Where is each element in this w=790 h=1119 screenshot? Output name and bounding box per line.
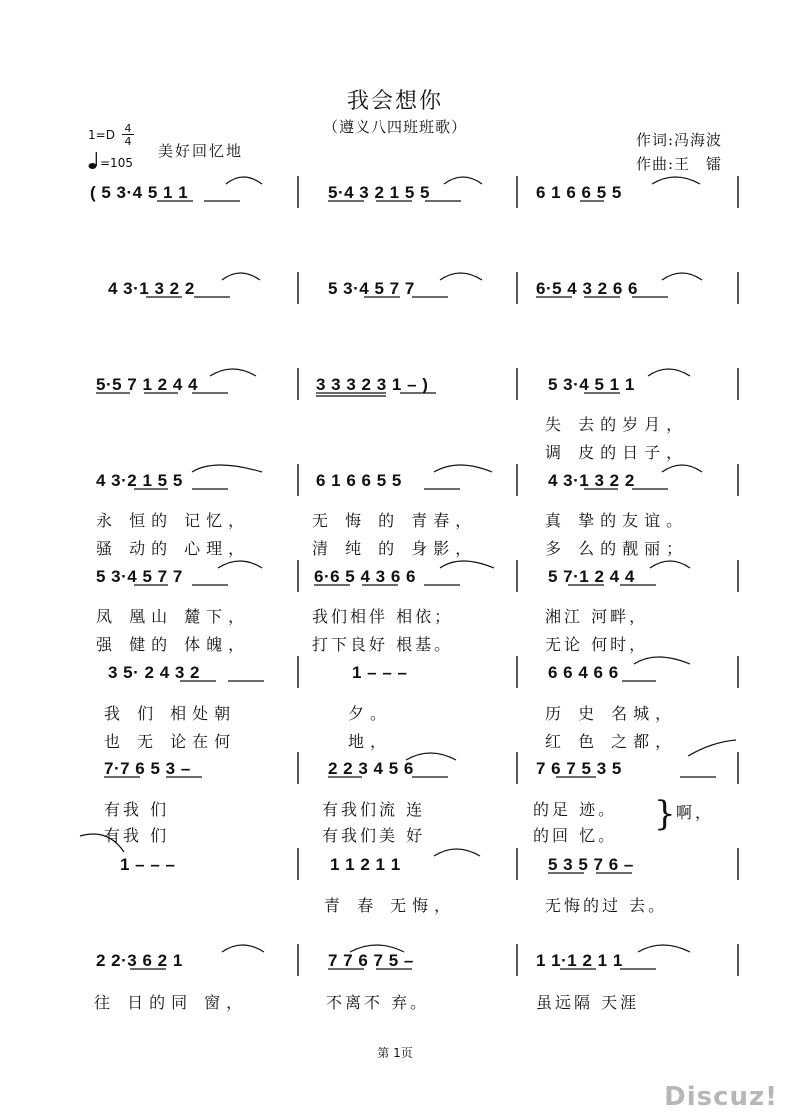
row-7-measure-1: 7·7 6 5 3 – [104, 759, 191, 778]
row-9-lyric-b: 不离不 弃。 [326, 993, 430, 1012]
brace-icon: } [654, 794, 676, 834]
row-8-lyric-b: 青 春 无悔， [324, 896, 457, 915]
row-1-measure-1: ( 5 3·4 5 1 1 [90, 183, 189, 202]
row-5-lyric-1b: 我们相伴 相依； [312, 607, 454, 626]
interjection-text: 啊， [676, 803, 715, 822]
row-7-lyric-2c: 的回 忆。 [533, 826, 618, 845]
ties [80, 177, 736, 952]
row-6-measure-1: 3 5· 2 4 3 2 [108, 663, 201, 682]
row-4-measure-2: 6 1 6 6 5 5 [316, 471, 402, 490]
row-6-lyric-2c: 红 色 之都， [545, 732, 678, 751]
expression-text: 美好回忆地 [158, 142, 244, 160]
key-signature: 1=D [88, 128, 115, 142]
row-6-measure-3: 6 6 4 6 6 [548, 663, 619, 682]
song-title: 我会想你 [346, 89, 443, 114]
song-subtitle: （遵义八四班班歌） [322, 118, 467, 136]
row-3-lyric-1: 失 去的岁月， [545, 415, 689, 434]
row-8-measure-1: 1 – – – [120, 855, 176, 874]
row-7-lyric-1b: 有我们流 连 [322, 800, 426, 819]
row-4-measure-1: 4 3·2 1 5 5 [96, 471, 183, 490]
row-6-lyric-1a: 我 们 相处朝 [104, 704, 237, 723]
row-2-measure-1: 4 3·1 3 2 2 [108, 279, 195, 298]
row-8-measure-2: 1 1 2 1 1 [330, 855, 401, 874]
row-4-measure-3: 4 3·1 3 2 2 [548, 471, 635, 490]
row-2-measure-3: 6·5 4 3 2 6 6 [536, 279, 638, 298]
row-6-lyric-1b: 夕。 [348, 704, 393, 723]
row-5-lyric-2a: 强 健的 体魄， [96, 635, 251, 654]
row-1-measure-2: 5·4 3 2 1 5 5 [328, 183, 430, 202]
page-number: 第 1页 [377, 1046, 413, 1060]
row-5-measure-2: 6·6 5 4 3 6 6 [314, 567, 416, 586]
row-5-lyric-1c: 湘江 河畔， [545, 607, 649, 626]
row-9-lyric-a: 往 日的同 窗， [94, 993, 249, 1012]
bar-lines [298, 176, 738, 976]
row-1-measure-3: 6 1 6 6 5 5 [536, 183, 622, 202]
row-5-lyric-2b: 打下良好 根基。 [312, 635, 454, 654]
row-4-lyric-2b: 清 纯 的 身影， [312, 539, 478, 558]
row-5-measure-1: 5 3·4 5 7 7 [96, 567, 183, 586]
row-6-lyric-2a: 也 无 论在何 [104, 732, 237, 751]
meter-bottom: 4 [124, 135, 132, 148]
row-4-lyric-1c: 真 挚的友谊。 [545, 511, 689, 530]
row-3-lyric-2: 调 皮的日子， [545, 443, 689, 462]
row-4-lyric-2c: 多 么的靓丽； [545, 539, 689, 558]
row-4-lyric-2a: 骚 动的 心理， [96, 539, 251, 558]
row-9-lyric-c: 虽远隔 天涯 [536, 993, 640, 1012]
row-7-lyric-2a: 有我 们 [104, 826, 170, 845]
row-3-measure-3: 5 3·4 5 1 1 [548, 375, 635, 394]
row-3-measure-1: 5·5 7 1 2 4 4 [96, 375, 198, 394]
row-7-lyric-2b: 有我们美 好 [322, 826, 426, 845]
row-7-measure-3: 7 6 7 5 3 5 [536, 759, 622, 778]
row-6-lyric-2b: 地， [348, 732, 393, 751]
row-9-measure-2: 7 7 6 7 5 – [328, 951, 414, 970]
row-7-lyric-1a: 有我 们 [104, 800, 170, 819]
lyricist-credit: 作词:冯海波 [636, 131, 723, 149]
row-9-measure-1: 2 2·3 6 2 1 [96, 951, 183, 970]
row-4-lyric-1a: 永 恒的 记忆， [96, 511, 251, 530]
row-7-measure-2: 2 2 3 4 5 6 [328, 759, 414, 778]
row-9-measure-3: 1 1·1 2 1 1 [536, 951, 623, 970]
row-3-measure-2: 3 3 3 2 3 1 – ) [316, 375, 429, 394]
composer-credit: 作曲:王 镭 [636, 155, 723, 173]
meter-top: 4 [122, 123, 134, 135]
row-8-lyric-c: 无悔的过 去。 [545, 896, 668, 915]
beams [96, 201, 716, 969]
tempo-marking: =105 [100, 156, 133, 170]
row-2-measure-2: 5 3·4 5 7 7 [328, 279, 415, 298]
row-8-measure-3: 5 3 5 7 6 – [548, 855, 634, 874]
row-5-lyric-1a: 凤 凰山 麓下， [96, 607, 251, 626]
row-4-lyric-1b: 无 悔 的 青春， [312, 511, 478, 530]
row-5-lyric-2c: 无论 何时， [545, 635, 649, 654]
row-5-measure-3: 5 7·1 2 4 4 [548, 567, 635, 586]
watermark-logo: Discuz! [664, 1082, 778, 1112]
row-7-lyric-1c: 的足 迹。 [533, 800, 618, 819]
row-6-lyric-1c: 历 史 名城， [545, 704, 678, 723]
row-6-measure-2: 1 – – – [352, 663, 408, 682]
